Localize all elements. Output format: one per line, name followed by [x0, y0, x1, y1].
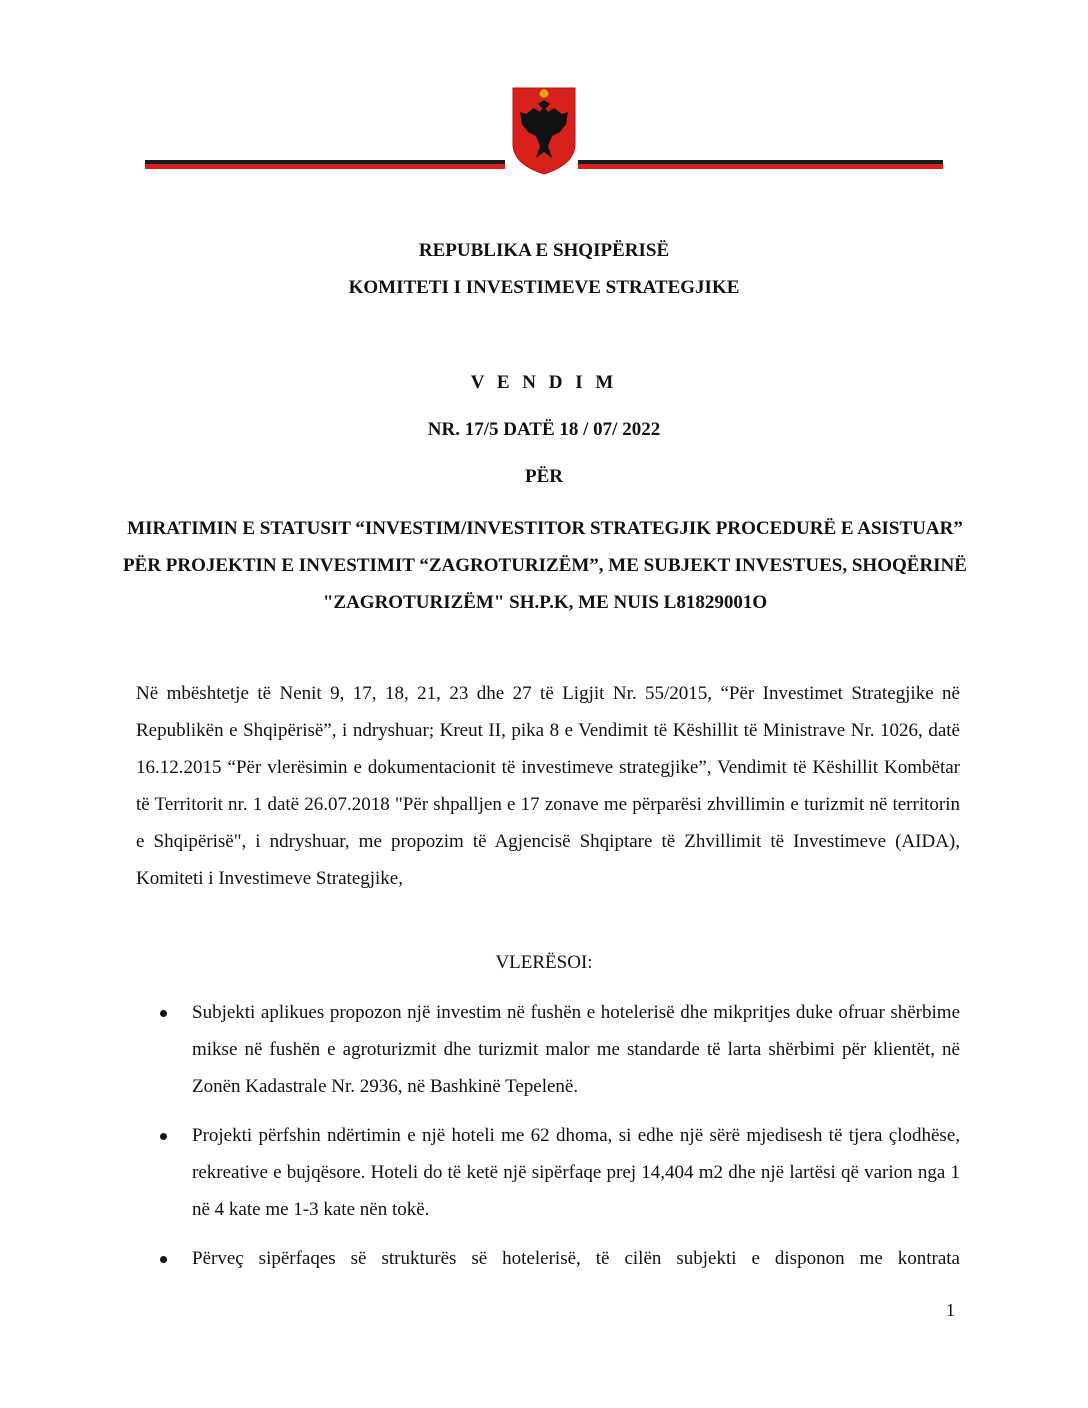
bullet-icon [160, 1010, 167, 1017]
committee-title: KOMITETI I INVESTIMEVE STRATEGJIKE [348, 277, 740, 298]
assessment-list [136, 994, 960, 1289]
decision-label: V E N D I M [470, 372, 618, 393]
intro-paragraph: Në mbështetje të Nenit 9, 17, 18, 21, 23 dhe 27 të Ligjit Nr. 55/2015, “Për Investimet Strategjike në Republikën e Shqipërisë”, i ndryshuar; Kreut II, pika 8 e Vendimit të Këshillit të Ministrave Nr. 1026, datë 16.12.2015 “Për vlerësimin e dokumentacionit të investimeve strategjike”, Vendimit të Këshillit Kombëtar të Territorit nr. 1 datë 26.07.2018 "Për shpalljen e 17 zonave me përparësi zhvillimin e turizmit në territorin e Shqipërisë", i ndryshuar, me propozim të Agjencisë Shqiptare të Zhvillimit të Investimeve (AIDA), Komiteti i Investimeve Strategjike, [136, 683, 960, 889]
decision-number: NR. 17/5 DATË 18 / 07/ 2022 [427, 419, 661, 440]
vleresoi-heading: VLERËSOI: [495, 952, 593, 973]
list-item [136, 994, 960, 1105]
document-header [0, 0, 1088, 200]
bullet-icon [160, 1133, 167, 1140]
list-item-text: Përveç sipërfaqes së strukturës së hotelerisë, të cilën subjekti e disponon me kontrata [192, 1248, 960, 1269]
republic-title: REPUBLIKA E SHQIPËRISË [418, 240, 670, 261]
decision-per: PËR [525, 466, 563, 487]
bullet-icon [160, 1256, 167, 1263]
list-item [136, 1117, 960, 1228]
header-rule-right [578, 160, 943, 169]
list-item-text: Subjekti aplikues propozon një investim në fushën e hotelerisë dhe mikpritjes duke ofruar shërbime mikse në fushën e agroturizmit dhe turizmit malor me standarde të larta shërbimi për klientët, në Zonën Kadastrale Nr. 2936, në Bashkinë Tepelenë. [192, 1002, 960, 1097]
decision-subject: MIRATIMIN E STATUSIT “INVESTIM/INVESTITOR STRATEGJIK PROCEDURË E ASISTUAR” PËR PROJEKTIN E INVESTIMIT “ZAGROTURIZËM”, ME SUBJEKT INVESTUES, SHOQËRINË "ZAGROTURIZËM" SH.P.K, ME NUIS L81829001O [123, 518, 967, 613]
page-number: 1 [946, 1300, 955, 1320]
list-item-text: Projekti përfshin ndërtimin e një hoteli me 62 dhoma, si edhe një sërë mjedisesh të tjera çlodhëse, rekreative e bujqësore. Hoteli do të ketë një sipërfaqe prej 14,404 m2 dhe një lartësi që varion nga 1 në 4 kate me 1-3 kate nën tokë. [192, 1125, 960, 1220]
albanian-eagle-emblem-icon [510, 84, 578, 176]
header-rule-left [145, 160, 505, 169]
list-item [136, 1240, 960, 1277]
